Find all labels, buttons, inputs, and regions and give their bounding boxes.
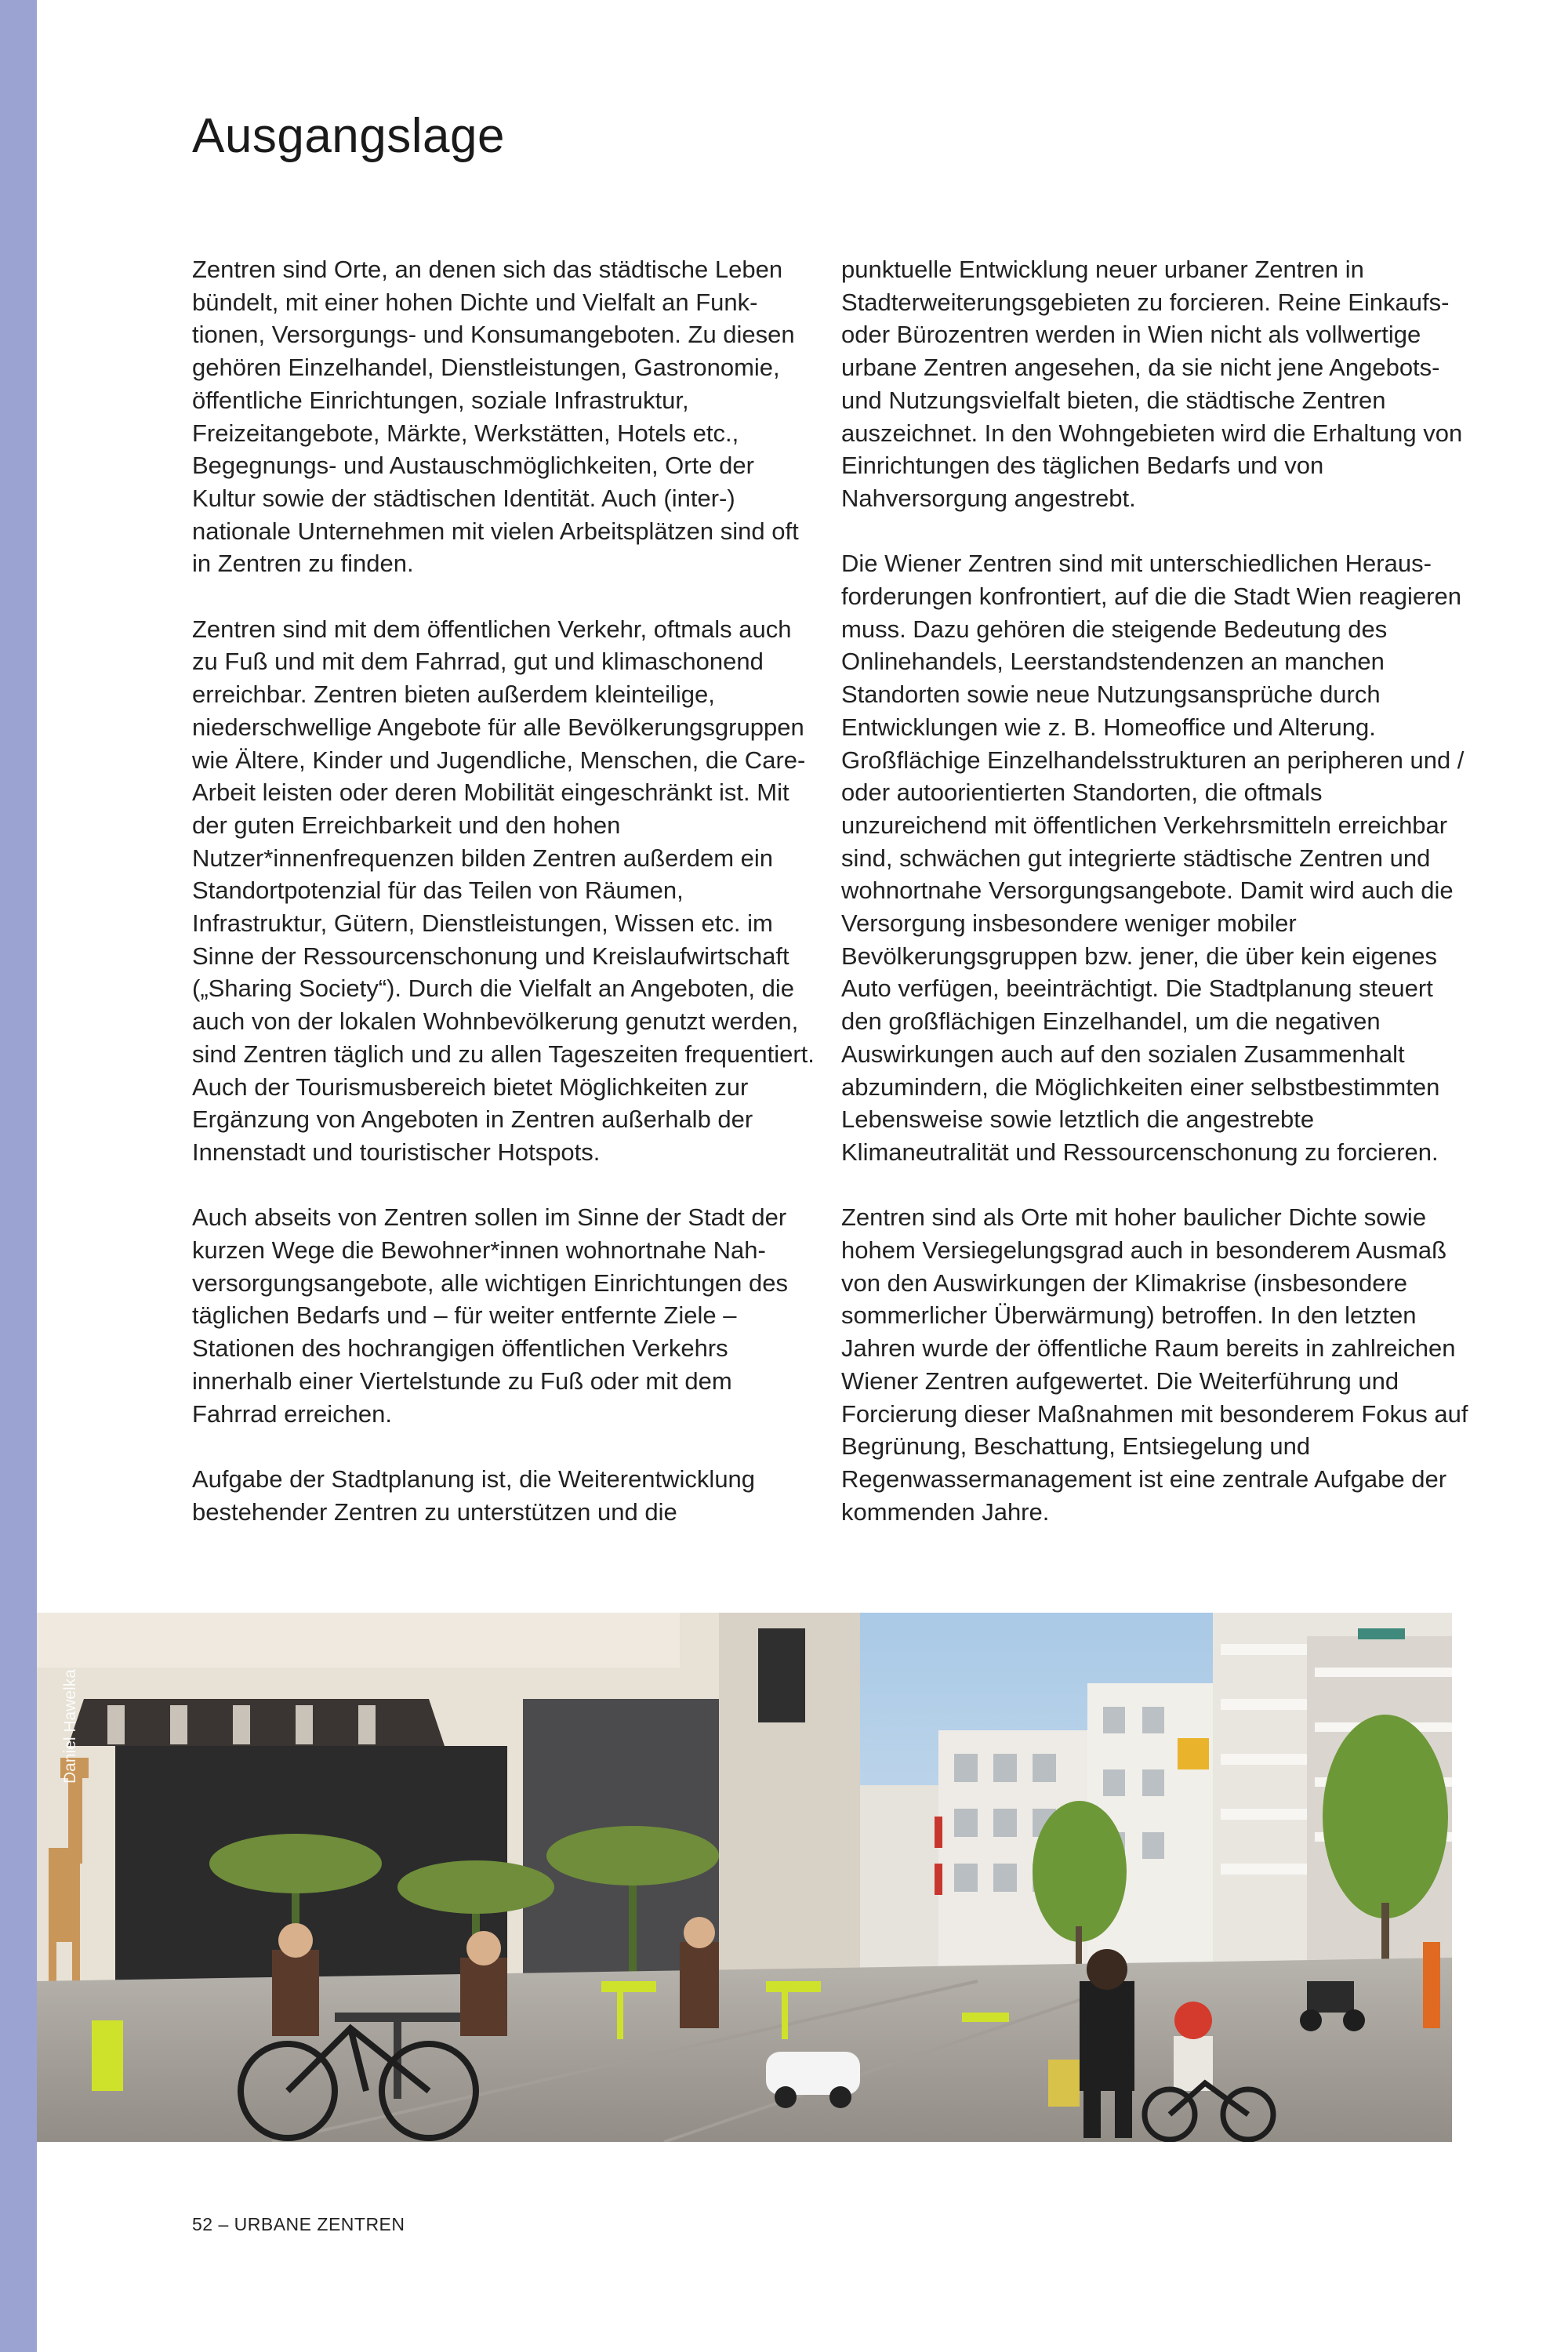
paragraph: Die Wiener Zentren sind mit unterschiedlichen Herausforderungen konfrontiert, auf die die Stadt Wien reagieren muss. Dazu gehören die steigende Bedeutung des Onlinehandels, Leerstandstendenzen an manchen Standorten sowie neue Nutzungsansprüche durch Entwicklungen wie z. B. Homeoffice und Alterung. Großflächige Einzelhandelsstrukturen an peripheren und / oder autoorientierten Standorten, die oftmals unzureichend mit öffentlichen Verkehrsmitteln erreichbar sind, schwächen gut integrierte städtische Zentren und wohnortnahe Versorgungsangebote. Damit wird auch die Versorgung insbesondere weniger mobiler Bevölkerungsgruppen bzw. jener, die über kein eigenes Auto verfügen, beeinträchtigt. Die Stadtplanung steuert den großflächigen Einzelhandel, um die negativen Auswirkungen auch auf den sozialen Zusammenhalt abzumindern, die Möglichkeiten einer selbstbestimmten Lebensweise sowie letztlich die angestrebte Klimaneutralität und Ressourcenschonung zu forcieren. <box>841 550 1465 1166</box>
photo-credit: Daniel Hawelka <box>61 1669 79 1784</box>
page-footer: 52 – URBANE ZENTREN <box>192 2214 405 2234</box>
paragraph: Zentren sind Orte, an denen sich das städtische Leben bündelt, mit einer hohen Dichte und Vielfalt an Funktionen, Versorgungs- und Konsumangeboten. Zu diesen gehören Einzelhandel, Dienstleistungen, Gastronomie, öffentliche Einrichtungen, soziale Infrastruktur, Freizeitangebote, Märkte, Werkstätten, Hotels etc., Begegnungs- und Austauschmöglichkeiten, Orte der Kultur sowie der städtischen Identität. Auch (inter-) nationale Unternehmen mit vielen Arbeitsplätzen sind oft in Zentren zu finden. <box>192 256 799 578</box>
paragraph: Zentren sind mit dem öffentlichen Verkehr, oftmals auch zu Fuß und mit dem Fahrrad, gut und klimaschonend erreichbar. Zentren bieten außerdem kleinteilige, niederschwellige Angebote für alle Bevölkerungsgruppen wie Ältere, Kinder und Jugendliche, Menschen, die Care-Arbeit leisten oder deren Mobilität eingeschränkt ist. Mit der guten Erreichbarkeit und den hohen Nutzer*innenfrequenzen bilden Zentren außerdem ein Standortpotenzial für das Teilen von Räumen, Infrastruktur, Gütern, Dienstleistungen, Wissen etc. im Sinne der Ressourcenschonung und Kreislaufwirtschaft („Sharing Society“). Durch die Vielfalt an Angeboten, die auch von der lokalen Wohnbevölkerung genutzt werden, sind Zentren täglich und zu allen Tageszeiten frequentiert. Auch der Tourismusbereich bietet Möglichkeiten zur Ergänzung von Angeboten in Zentren außerhalb der Innenstadt und touristischer Hotspots. <box>192 615 815 1166</box>
paragraph: punktuelle Entwicklung neuer urbaner Zentren in Stadterweiterungsgebieten zu forcieren. Reine Einkaufs- oder Bürozentren werden in Wien nicht als vollwertige urbane Zentren angesehen, da sie nicht jene Angebots- und Nutzungsvielfalt bieten, die städtische Zentren auszeichnet. In den Wohngebieten wird die Erhaltung von Einrichtungen des täglichen Bedarfs und von Nahversorgung angestrebt. <box>841 256 1463 512</box>
side-accent-bar <box>0 0 37 2352</box>
text-column-right <box>841 253 1468 1561</box>
text-column-left <box>192 253 819 1561</box>
paragraph: Auch abseits von Zentren sollen im Sinne der Stadt der kurzen Wege die Bewohner*innen wohnortnahe Nahversorgungsangebote, alle wichtigen Einrichtungen des täglichen Bedarfs und – für weiter entfernte Ziele – Stationen des hochrangigen öffentlichen Verkehrs innerhalb einer Viertelstunde zu Fuß oder mit dem Fahrrad erreichen. <box>192 1203 788 1428</box>
paragraph: Zentren sind als Orte mit hoher baulicher Dichte sowie hohem Versiegelungsgrad auch in besonderem Ausmaß von den Auswirkungen der Klimakrise (insbesondere sommerlicher Überwärmung) betroffen. In den letzten Jahren wurde der öffentliche Raum bereits in zahlreichen Wiener Zentren aufgewertet. Die Weiterführung und Forcierung dieser Maßnahmen mit besonderem Fokus auf Begrünung, Beschattung, Entsiegelung und Regenwassermanagement ist eine zentrale Aufgabe der kommenden Jahre. <box>841 1203 1468 1526</box>
street-scene-photo <box>37 1613 1452 2142</box>
paragraph: Aufgabe der Stadtplanung ist, die Weiterentwicklung bestehender Zentren zu unterstützen und die <box>192 1465 756 1526</box>
page-title: Ausgangslage <box>192 109 505 163</box>
